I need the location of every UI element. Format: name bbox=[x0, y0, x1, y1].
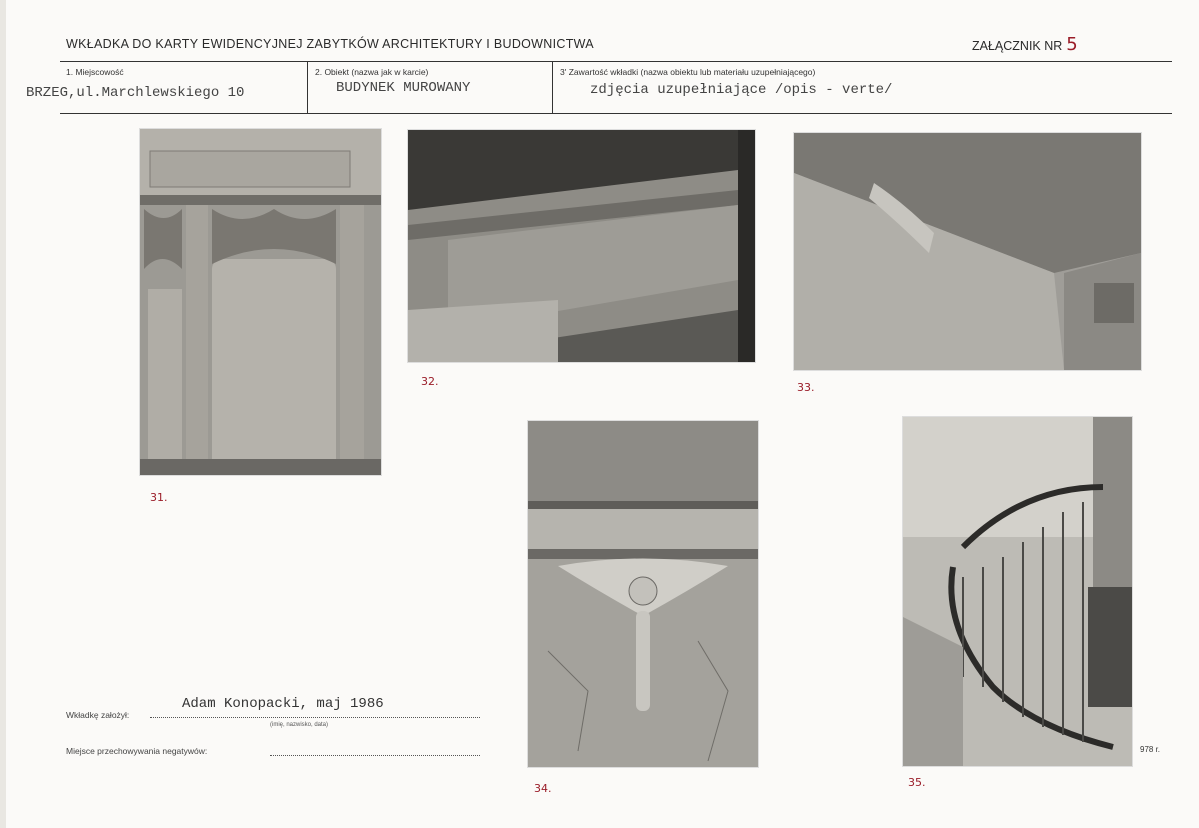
field-object-value: BUDYNEK MUROWANY bbox=[336, 80, 471, 96]
paper-edge bbox=[0, 0, 6, 828]
photo-35 bbox=[903, 417, 1132, 766]
negatives-line bbox=[270, 755, 480, 756]
field-divider-2 bbox=[552, 61, 553, 113]
field-object-label: 2. Obiekt (nazwa jak w karcie) bbox=[315, 67, 429, 77]
field-contents-label: 3' Zawartość wkładki (nazwa obiektu lub materiału uzupełniającego) bbox=[560, 67, 816, 77]
negatives-label: Miejsce przechowywania negatywów: bbox=[66, 746, 208, 756]
photo-33 bbox=[794, 133, 1141, 370]
annex-number: 5 bbox=[1066, 34, 1078, 55]
sheet-title: WKŁADKA DO KARTY EWIDENCYJNEJ ZABYTKÓW ARCHITEKTURY I BUDOWNICTWA bbox=[66, 37, 594, 51]
photo-35-caption: 35. bbox=[908, 776, 926, 789]
photo-32 bbox=[408, 130, 755, 362]
field-place-value: BRZEG,ul.Marchlewskiego 10 bbox=[26, 85, 245, 101]
photo-34 bbox=[528, 421, 758, 767]
fields-bottom-rule bbox=[60, 113, 1172, 114]
print-code: 978 r. bbox=[1140, 745, 1161, 754]
annex-label-text: ZAŁĄCZNIK NR bbox=[972, 39, 1063, 53]
annex-label bbox=[972, 34, 1078, 55]
photo-32-caption: 32. bbox=[421, 375, 439, 388]
photo-34-caption: 34. bbox=[534, 782, 552, 795]
prepared-by-label: Wkładkę założył: bbox=[66, 710, 130, 720]
field-place-label: 1. Miejscowość bbox=[66, 67, 124, 77]
field-contents-value: zdjęcia uzupełniające /opis - verte/ bbox=[590, 82, 893, 98]
photo-35-image bbox=[903, 417, 1132, 766]
photo-31-image bbox=[140, 129, 381, 475]
field-divider-1 bbox=[307, 61, 308, 113]
photo-33-caption: 33. bbox=[797, 381, 815, 394]
photo-34-image bbox=[528, 421, 758, 767]
prepared-by-value: Adam Konopacki, maj 1986 bbox=[182, 696, 384, 712]
header-rule bbox=[60, 61, 1172, 62]
photo-32-image bbox=[408, 130, 755, 362]
prepared-by-hint: (imię, nazwisko, data) bbox=[270, 722, 329, 728]
photo-31-caption: 31. bbox=[150, 491, 168, 504]
photo-33-image bbox=[794, 133, 1141, 370]
prepared-by-line bbox=[150, 717, 480, 718]
photo-31 bbox=[140, 129, 381, 475]
